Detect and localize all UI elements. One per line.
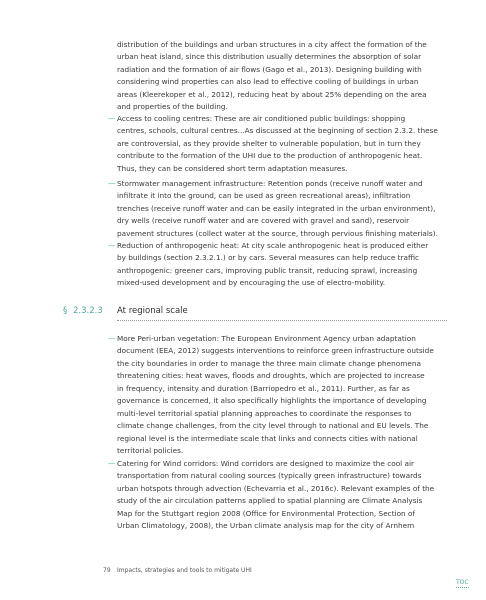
text-line: and properties of the building.: [117, 102, 228, 112]
text-line: Stormwater management infrastructure: Retention ponds (receive runoff water and: [117, 179, 423, 188]
text-line: pavement structures (collect water at the source, through pervious finishing materials).: [117, 228, 438, 238]
text-line: mixed-used development and by encouraging the use of electro-mobility.: [117, 278, 386, 288]
toc-link[interactable]: TOC: [456, 579, 469, 586]
bullet-dash: —: [108, 334, 116, 343]
continuation-paragraph: [117, 39, 447, 114]
bullet-dash: —: [108, 459, 116, 468]
text-line: More Peri-urban vegetation: The European Environment Agency urban adaptation: [117, 334, 416, 343]
section-title: At regional scale: [117, 306, 188, 316]
text-line: centres, schools, cultural centres...As discussed at the beginning of section 2.3.2. these: [117, 126, 438, 136]
section-divider: [117, 320, 447, 321]
page-number: 79: [103, 567, 111, 574]
text-line: dry wells (receive runoff water and are covered with gravel and sand), reservoir: [117, 216, 410, 226]
text-line: governance is concerned, it also specifically highlights the importance of developing: [117, 396, 427, 406]
text-line: multi-level territorial spatial planning approaches to coordinate the responses to: [117, 408, 412, 418]
text-line: in frequency, intensity and duration (Barriopedro et al., 2011). Further, as far as: [117, 383, 410, 393]
text-line: Catering for Wind corridors: Wind corridors are designed to maximize the cool air: [117, 459, 415, 468]
text-line: trenches (receive runoff water and can be easily integrated in the urban environment),: [117, 203, 436, 213]
section-header: [63, 304, 447, 326]
bullet-peri-urban-vegetation: [117, 333, 447, 458]
section-number: 2.3.2.3: [73, 306, 103, 316]
text-line: radiation and the formation of air flows (Gago et al., 2013). Designing building with: [117, 64, 422, 74]
bullet-anthropogenic-heat: [117, 240, 447, 290]
text-line: urban heat island, since this distribution usually determines the absorption of solar: [117, 52, 422, 62]
text-line: territorial policies.: [117, 446, 184, 456]
section-sign: §: [63, 306, 68, 316]
text-line: Reduction of anthropogenic heat: At city scale anthropogenic heat is produced either: [117, 241, 429, 250]
text-line: anthropogenic: greener cars, improving public transit, reducing sprawl, increasing: [117, 265, 418, 275]
footer-title: Impacts, strategies and tools to mitigate UHI: [117, 567, 252, 574]
text-line: climate change challenges, from the city level through to national and EU levels. The: [117, 421, 429, 431]
text-line: threatening cities: heat waves, floods and droughts, which are projected to increase: [117, 371, 425, 381]
text-line: transportation from natural cooling sources (typically green infrastructure) towards: [117, 471, 422, 481]
bullet-wind-corridors: [117, 458, 447, 533]
text-line: the city boundaries in order to manage the three main climate change phenomena: [117, 358, 421, 368]
text-line: Thus, they can be considered short term adaptation measures.: [117, 163, 348, 173]
text-line: study of the air circulation patterns applied to spatial planning are Climate Analysis: [117, 496, 423, 506]
bullet-dash: —: [108, 179, 116, 188]
text-line: considering wind properties can also lead to effective cooling of buildings in urban: [117, 77, 419, 87]
bullet-cooling-centres: [117, 113, 447, 175]
text-line: document (EEA, 2012) suggests interventions to reinforce green infrastructure outside: [117, 346, 434, 356]
text-line: by buildings (section 2.3.2.1.) or by cars. Several measures can help reduce traffic: [117, 253, 420, 263]
text-line: Map for the Stuttgart region 2008 (Office for Environmental Protection, Section of: [117, 508, 416, 518]
bullet-dash: —: [108, 114, 116, 123]
text-line: regional level is the intermediate scale that links and connects cities with national: [117, 433, 418, 443]
text-line: Access to cooling centres: These are air conditioned public buildings: shopping: [117, 114, 406, 123]
text-line: Urban Climatology, 2008), the Urban climate analysis map for the city of Arnhem: [117, 521, 415, 531]
text-line: areas (Kleerekoper et al., 2012), reducing heat by about 25% depending on the area: [117, 89, 427, 99]
bullet-stormwater: [117, 178, 447, 240]
text-line: are controversial, as they provide shelter to vulnerable population, but in turn they: [117, 138, 421, 148]
bullet-dash: —: [108, 241, 116, 250]
text-line: infiltrate it into the ground, can be used as green recreational areas), infiltration: [117, 191, 411, 201]
text-line: contribute to the formation of the UHI due to the production of anthropogenic heat.: [117, 151, 423, 161]
text-line: distribution of the buildings and urban structures in a city affect the formation of the: [117, 40, 427, 49]
text-line: urban hotspots through advection (Echevarria et al., 2016c). Relevant examples of the: [117, 483, 435, 493]
